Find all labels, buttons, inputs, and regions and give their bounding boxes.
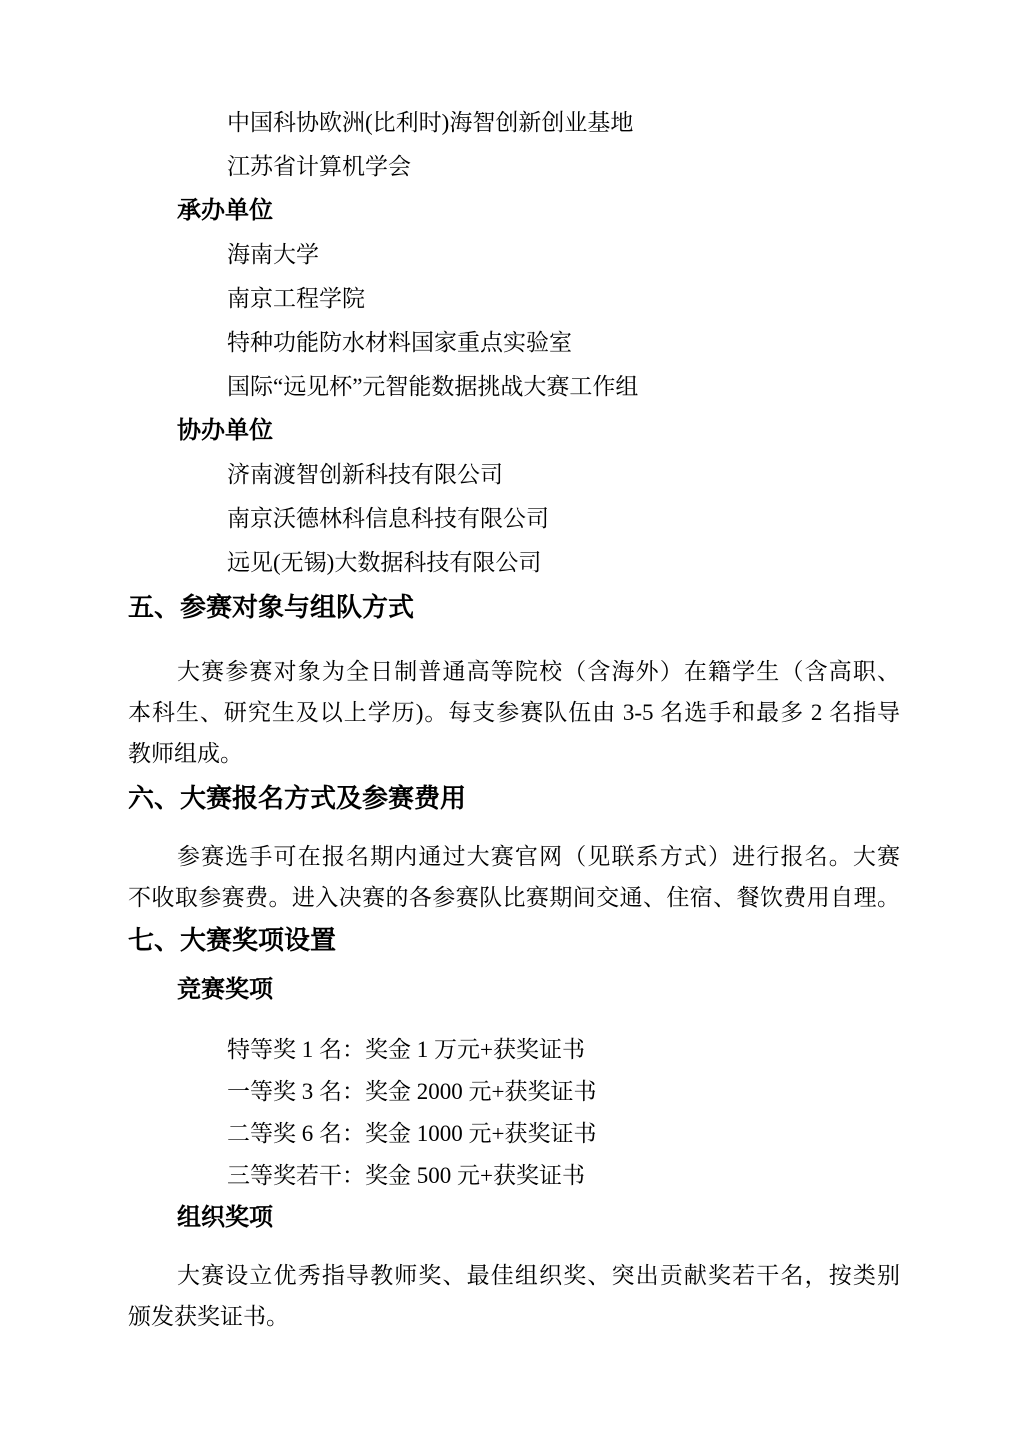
paragraph-line: 教师组成。 xyxy=(128,741,243,766)
award-item: 二等奖 6 名：奖金 1000 元+获奖证书 xyxy=(227,1121,597,1146)
paragraph-line: 大赛设立优秀指导教师奖、最佳组织奖、突出贡献奖若干名，按类别 xyxy=(177,1263,900,1288)
section-heading-7: 七、大赛奖项设置 xyxy=(128,925,337,955)
award-item: 一等奖 3 名：奖金 2000 元+获奖证书 xyxy=(227,1079,597,1104)
section-heading-5: 五、参赛对象与组队方式 xyxy=(128,592,415,622)
paragraph-line: 不收取参赛费。进入决赛的各参赛队比赛期间交通、住宿、餐饮费用自理。 xyxy=(128,885,900,910)
undertaker-item: 南京工程学院 xyxy=(227,286,365,311)
undertaker-item: 海南大学 xyxy=(227,242,319,267)
co-organizer-list xyxy=(128,453,900,585)
paragraph-line: 颁发获奖证书。 xyxy=(128,1304,289,1329)
subheading-undertaker: 承办单位 xyxy=(177,197,273,224)
co-organizer-item: 南京沃德林科信息科技有限公司 xyxy=(227,506,549,531)
subheading-competition-awards: 竞赛奖项 xyxy=(177,976,273,1003)
section-6-paragraph xyxy=(128,836,900,918)
organizer-list xyxy=(128,101,900,189)
section-heading-6: 六、大赛报名方式及参赛费用 xyxy=(128,783,467,813)
award-item: 三等奖若干：奖金 500 元+获奖证书 xyxy=(227,1163,585,1188)
co-organizer-item: 济南渡智创新科技有限公司 xyxy=(227,462,503,487)
subheading-organization-awards: 组织奖项 xyxy=(177,1204,273,1231)
undertaker-item: 国际“远见杯”元智能数据挑战大赛工作组 xyxy=(227,374,639,399)
paragraph-line: 大赛参赛对象为全日制普通高等院校（含海外）在籍学生（含高职、 xyxy=(177,659,900,684)
undertaker-list xyxy=(128,233,900,409)
section-5-paragraph xyxy=(128,651,900,774)
award-item: 特等奖 1 名：奖金 1 万元+获奖证书 xyxy=(227,1037,585,1062)
paragraph-line: 参赛选手可在报名期内通过大赛官网（见联系方式）进行报名。大赛 xyxy=(177,844,900,869)
co-organizer-item: 远见(无锡)大数据科技有限公司 xyxy=(227,550,542,575)
subheading-co-organizer: 协办单位 xyxy=(177,417,273,444)
organizer-item: 中国科协欧洲(比利时)海智创新创业基地 xyxy=(227,110,634,135)
competition-award-list xyxy=(128,1029,900,1197)
paragraph-line: 本科生、研究生及以上学历)。每支参赛队伍由 3-5 名选手和最多 2 名指导 xyxy=(128,700,900,725)
organization-awards-paragraph xyxy=(128,1255,900,1337)
undertaker-item: 特种功能防水材料国家重点实验室 xyxy=(227,330,572,355)
organizer-item: 江苏省计算机学会 xyxy=(227,154,411,179)
